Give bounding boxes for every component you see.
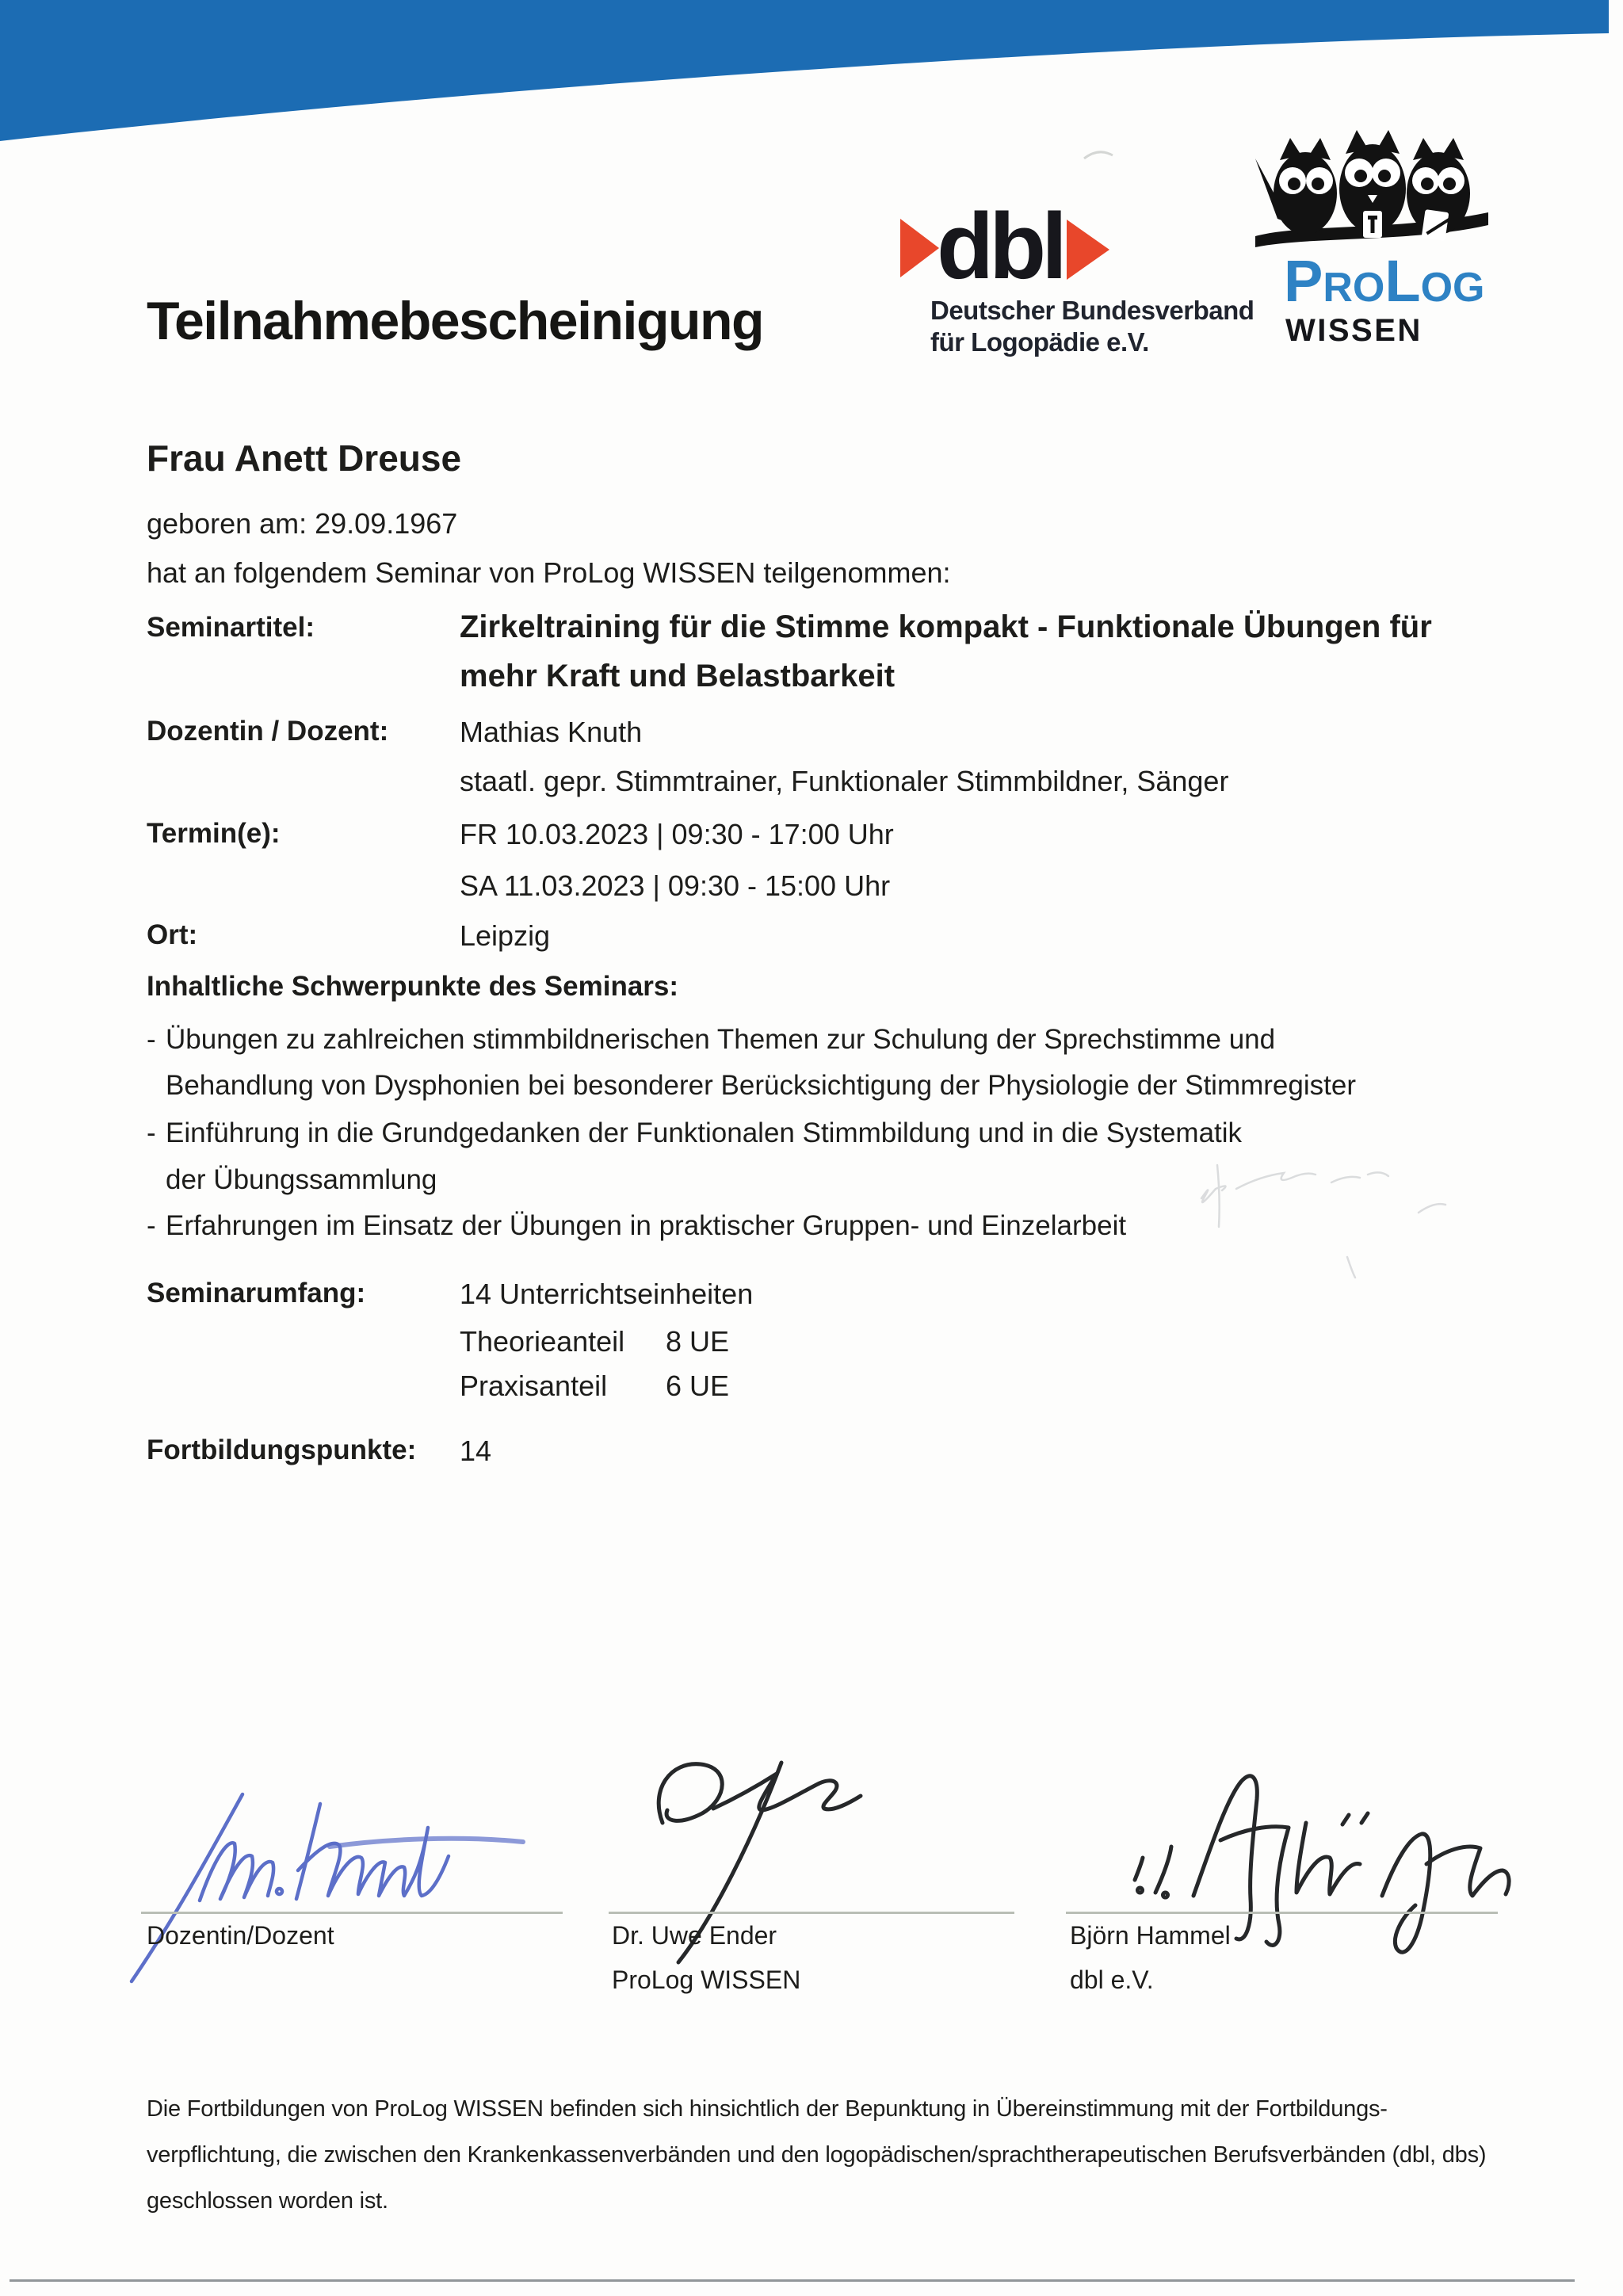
seminartitel-label: Seminartitel:: [147, 612, 315, 643]
signature-line: [1066, 1912, 1498, 1914]
footer-line: verpflichtung, die zwischen den Krankenkassenverbänden und den logopädischen/sprachtherapeutischen Berufsverbänden (dbl, dbs): [147, 2142, 1487, 2168]
schwerpunkt-line: [147, 1117, 1242, 1149]
termine-label: Termin(e):: [147, 818, 281, 849]
footer-line: geschlossen worden ist.: [147, 2188, 388, 2214]
recipient-birthdate: geboren am: 29.09.1967: [147, 507, 458, 540]
prolog-letters-ro: RO: [1323, 265, 1385, 311]
bullet-dash: -: [147, 1024, 156, 1055]
scan-edge-line: [10, 2279, 1575, 2282]
ort-value: Leipzig: [460, 919, 551, 952]
dozent-label: Dozentin / Dozent:: [147, 716, 389, 747]
pencil-scribble: [1201, 1165, 1445, 1278]
termin-2: SA 11.03.2023 | 09:30 - 15:00 Uhr: [460, 869, 891, 902]
prolog-letter-p: P: [1284, 248, 1323, 314]
umfang-praxis-value: 6 UE: [666, 1370, 730, 1402]
prolog-owls-icon: [1254, 117, 1491, 254]
bullet-dash: -: [147, 1117, 156, 1148]
dbl-triangle-left-icon: [900, 219, 939, 277]
bullet-text: Übungen zu zahlreichen stimmbildnerischen Themen zur Schulung der Sprechstimme und: [166, 1024, 1276, 1055]
bullet-text: Behandlung von Dysphonien bei besonderer Berücksichtigung der Physiologie der Stimmregister: [166, 1070, 1356, 1101]
bullet-dash: [147, 1164, 166, 1196]
prolog-letter-l: L: [1384, 248, 1421, 314]
bullet-dash: -: [147, 1210, 156, 1241]
umfang-praxis-label: Praxisanteil: [460, 1370, 608, 1402]
umfang-theorie-label: Theorieanteil: [460, 1325, 625, 1358]
page-title: Teilnahmebescheinigung: [147, 291, 764, 351]
ort-label: Ort:: [147, 919, 198, 950]
bullet-dash: [147, 1070, 166, 1102]
schwerpunkt-line: [147, 1164, 437, 1196]
umfang-total: 14 Unterrichtseinheiten: [460, 1278, 754, 1310]
recipient-name: Frau Anett Dreuse: [147, 437, 462, 479]
signature-dozent-ink: [132, 1794, 523, 1981]
prolog-wissen-label: WISSEN: [1285, 313, 1423, 348]
signature-line: [609, 1912, 1014, 1914]
seminartitel-line1: Zirkeltraining für die Stimme kompakt - Funktionale Übungen für: [460, 609, 1432, 644]
footer-line: Die Fortbildungen von ProLog WISSEN befinden sich hinsichtlich der Bepunktung in Übereinstimmung mit der Fortbildungs-: [147, 2096, 1388, 2122]
signature-name-ender: Dr. Uwe Ender: [612, 1921, 777, 1950]
signature-line: [141, 1912, 563, 1914]
dbl-triangle-right-icon: [1067, 220, 1109, 280]
signature-role-dozent: Dozentin/Dozent: [147, 1921, 334, 1950]
signature-org-dbl: dbl e.V.: [1070, 1966, 1154, 1994]
intro-line: hat an folgendem Seminar von ProLog WISSEN teilgenommen:: [147, 556, 951, 589]
signature-org-prolog: ProLog WISSEN: [612, 1966, 801, 1994]
prolog-letters-og: OG: [1420, 265, 1485, 311]
bullet-text: Erfahrungen im Einsatz der Übungen in praktischer Gruppen- und Einzelarbeit: [166, 1210, 1127, 1241]
dozent-qualification: staatl. gepr. Stimmtrainer, Funktionaler Stimmbildner, Sänger: [460, 765, 1229, 797]
schwerpunkte-heading: Inhaltliche Schwerpunkte des Seminars:: [147, 971, 679, 1002]
schwerpunkt-line: [147, 1024, 1275, 1056]
prolog-wordmark: [1284, 248, 1485, 314]
dbl-subline-2: für Logopädie e.V.: [930, 327, 1149, 357]
schwerpunkt-line: [147, 1210, 1126, 1242]
bullet-text: der Übungssammlung: [166, 1164, 437, 1195]
fortbildungspunkte-value: 14: [460, 1435, 492, 1467]
schwerpunkt-line: [147, 1070, 1356, 1102]
signature-name-hammel: Björn Hammel: [1070, 1921, 1231, 1950]
seminartitel-line2: mehr Kraft und Belastbarkeit: [460, 659, 896, 693]
umfang-label: Seminarumfang:: [147, 1278, 366, 1308]
fortbildungspunkte-label: Fortbildungspunkte:: [147, 1435, 417, 1465]
dbl-wordmark: dbl: [937, 194, 1063, 299]
dbl-subline-1: Deutscher Bundesverband: [930, 296, 1254, 325]
bullet-text: Einführung in die Grundgedanken der Funktionalen Stimmbildung und in die Systematik: [166, 1117, 1243, 1148]
termin-1: FR 10.03.2023 | 09:30 - 17:00 Uhr: [460, 818, 894, 850]
umfang-theorie-value: 8 UE: [666, 1325, 730, 1358]
dozent-name: Mathias Knuth: [460, 716, 643, 748]
